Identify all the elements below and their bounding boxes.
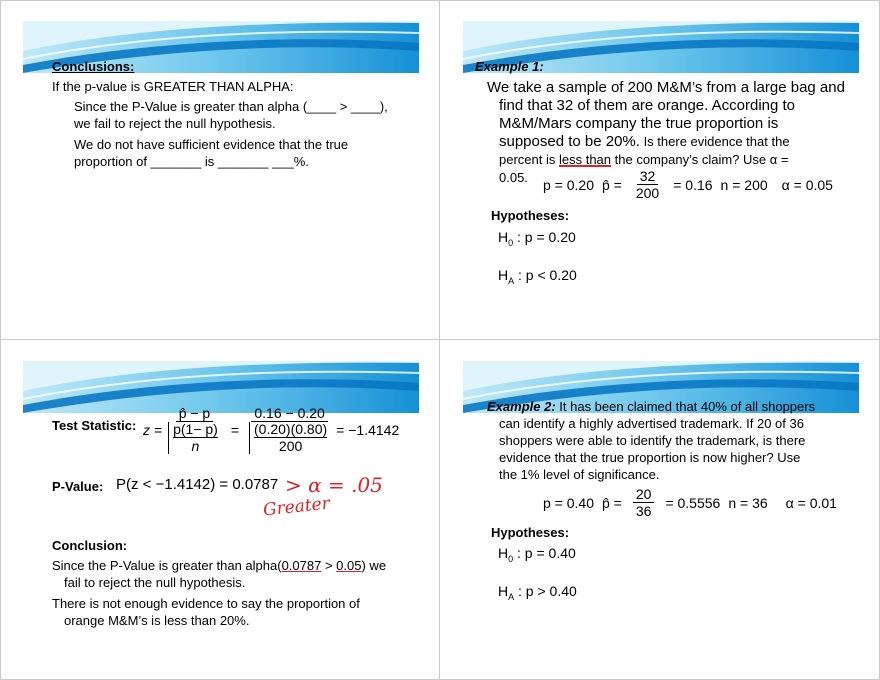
underlined-less-than: less than: [558, 152, 612, 167]
slide4-text-line3: shoppers were able to identify the trademark, is there: [499, 433, 806, 448]
page-divider-vertical: [439, 0, 440, 680]
slide1-line2b: we fail to reject the null hypothesis.: [74, 116, 276, 131]
slide1-line2a: Since the P-Value is greater than alpha (____ > ____),: [74, 99, 388, 114]
slide-conclusions-template: [1, 1, 439, 339]
formula-fraction: p̂ − p p(1− p) n: [168, 405, 221, 454]
slide2-given-values: p = 0.20 p̂ = $\frac{32}{200}$ = 0.16 n = 200 α = 0.05: [543, 168, 833, 201]
slide2-text-line4: supposed to be 20%. Is there evidence that the: [499, 133, 790, 150]
numeric-fraction: 0.16 − 0.20 (0.20)(0.80) 200: [249, 405, 330, 454]
slide-example-1: [441, 1, 879, 339]
handwritten-alpha-note: > α = .05: [285, 473, 383, 497]
slide2-title: Example 1:: [475, 59, 544, 74]
slide4-given-values: p = 0.40 p̂ = $\frac{20}{36}$ = 0.5556 n = 36 α = 0.01: [543, 486, 837, 519]
slide2-alt-hypothesis: $H_A$ : p < 0.20: [498, 267, 577, 286]
slide3-conclusion-title: Conclusion:: [52, 538, 128, 553]
slide4-text-line2: can identify a highly advertised trademark. If 20 of 36: [499, 416, 804, 431]
slide2-text-line6: 0.05.: [499, 170, 528, 185]
slide2-text-line2: find that 32 of them are orange. According to: [499, 97, 796, 114]
slide2-text-line3: M&M/Mars company the true proportion is: [499, 115, 779, 132]
slide2-text-line5: percent is less than the company’s claim? Use α =: [499, 152, 789, 167]
slide3-pvalue-label: P-Value:: [52, 479, 104, 494]
slide4-text-line5: the 1% level of significance.: [499, 467, 660, 482]
slide3-conclusion-line4: orange M&M’s is less than 20%.: [64, 613, 250, 628]
slide2-text-line1: We take a sample of 200 M&M’s from a large bag and: [487, 79, 845, 96]
slide3-test-statistic-label: Test Statistic:: [52, 418, 137, 433]
slide2-null-hypothesis: $H_0$ : p = 0.20: [498, 229, 576, 248]
slide4-null-hypothesis: $H_0$ : p = 0.40: [498, 545, 576, 564]
slide3-conclusion-line2: fail to reject the null hypothesis.: [64, 575, 246, 590]
fraction: $\frac{20}{36}$: [633, 486, 655, 519]
z-statistic-formula: z = p̂ − p p(1− p) n = 0.16 − 0.20 (0.20)(0.80) 200 = −1.4142: [143, 405, 400, 454]
slide-example-2: [441, 341, 879, 679]
slide1-title: Conclusions:: [52, 59, 135, 74]
fraction: $\frac{32}{200}$: [635, 168, 660, 201]
slide4-hypotheses-title: Hypotheses:: [491, 525, 570, 540]
slide3-conclusion-line1: Since the P-Value is greater than alpha(0.0787 > 0.05) we: [52, 558, 387, 573]
slide4-alt-hypothesis: $H_A$ : p > 0.40: [498, 583, 577, 602]
slide1-line1: If the p-value is GREATER THAN ALPHA:: [52, 79, 294, 94]
slide4-text-line4: evidence that the true proportion is now higher? Use: [499, 450, 801, 465]
slide2-hypotheses-title: Hypotheses:: [491, 208, 570, 223]
slide1-line3a: We do not have sufficient evidence that the true: [74, 137, 349, 152]
page-divider-horizontal: [0, 339, 880, 340]
slide-test-statistic: [1, 341, 439, 679]
slide1-line3b: proportion of _______ is _______ ___%.: [74, 154, 309, 169]
handwritten-greater-note: Greater: [262, 493, 331, 521]
slide3-conclusion-line3: There is not enough evidence to say the proportion of: [52, 596, 360, 611]
slide4-text-line1: Example 2: It has been claimed that 40% of all shoppers: [487, 399, 816, 414]
slide3-pvalue-equation: P(z < −1.4142) = 0.0787: [116, 476, 279, 493]
